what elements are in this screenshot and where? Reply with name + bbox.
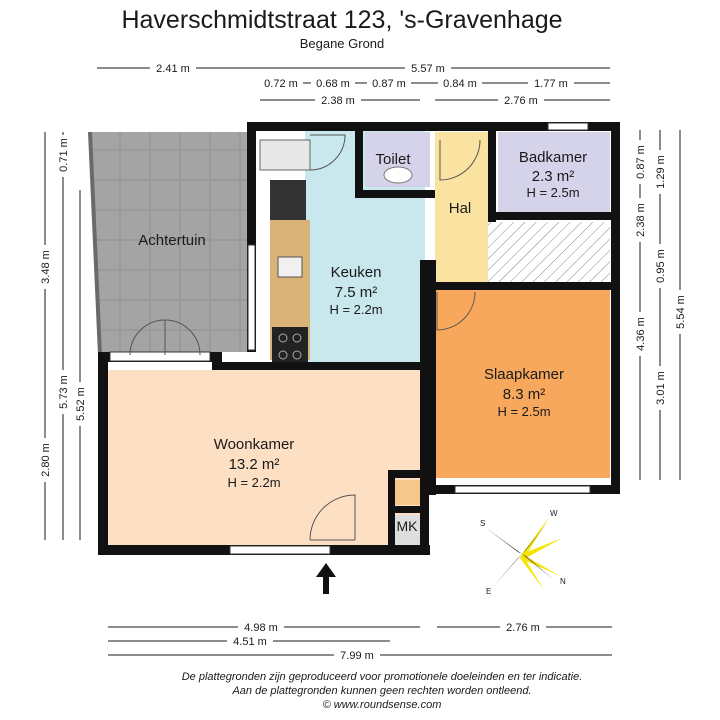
sink-icon [278, 257, 302, 277]
room-name-toilet: Toilet [375, 151, 411, 168]
dim-top-d: 0.84 m [443, 78, 477, 90]
meter-cupboard-fill [395, 480, 420, 505]
dim-left-e: 5.52 m [75, 387, 87, 421]
wall-left [98, 352, 108, 552]
room-area-woonkamer: 13.2 m² [228, 456, 280, 473]
dim-right-d: 0.95 m [655, 249, 667, 283]
room-height-woonkamer: H = 2.2m [227, 475, 281, 490]
wall-toilet-bottom [355, 190, 435, 198]
dim-right-f: 3.01 m [655, 371, 667, 405]
compass-icon [480, 509, 566, 596]
wall-bath-bottom [488, 212, 618, 220]
compass-e: E [486, 587, 492, 596]
dim-top-a: 0.72 m [264, 78, 298, 90]
wall-toilet-left [355, 122, 363, 197]
dim-top-b: 0.68 m [316, 78, 350, 90]
dim-bottom-a: 4.98 m [244, 622, 278, 634]
entrance-arrow-icon [316, 563, 336, 594]
dim-left-b: 3.48 m [40, 250, 52, 284]
dim-right-b: 1.29 m [655, 155, 667, 189]
window-slaapkamer [455, 486, 590, 493]
wall-slaap-left [428, 260, 436, 495]
wall-slaap-top [428, 282, 618, 290]
wall-mk-mid [388, 506, 428, 513]
compass-n: N [560, 577, 566, 586]
room-area-slaapkamer: 8.3 m² [502, 386, 546, 403]
washing-machine-area [260, 140, 310, 170]
wall-bath-left [488, 122, 496, 222]
room-name-hal: Hal [448, 200, 472, 217]
staircase [488, 222, 610, 282]
kitchen-unit [270, 180, 306, 220]
window-keuken [248, 245, 255, 350]
compass-w: W [550, 509, 558, 518]
plan-subtitle: Begane Grond [299, 36, 385, 51]
stove-icon [272, 327, 308, 367]
dim-top-garden: 2.41 m [156, 63, 190, 75]
dim-right-e: 4.36 m [635, 317, 647, 351]
dim-right-a: 0.87 m [635, 145, 647, 179]
room-name-keuken: Keuken [330, 264, 382, 281]
room-height-keuken: H = 2.2m [329, 302, 383, 317]
footer-disclaimer-1: De plattegronden zijn geproduceerd voor promotionele doeleinden en ter indicatie. [181, 671, 583, 683]
dim-top-c: 0.87 m [372, 78, 406, 90]
dim-right-g: 5.54 m [675, 295, 687, 329]
wall-right [611, 122, 620, 492]
dim-right-c: 2.38 m [635, 203, 647, 237]
window-badkamer [548, 123, 588, 130]
footer-credit: © www.roundsense.com [322, 699, 442, 711]
dim-bottom-d: 7.99 m [340, 650, 374, 662]
room-name-woonkamer: Woonkamer [213, 436, 295, 453]
room-name-mk: MK [396, 518, 418, 534]
plan-title: Haverschmidtstraat 123, 's-Gravenhage [121, 6, 563, 34]
dim-bottom-b: 2.76 m [506, 622, 540, 634]
wall-keuken-woon [212, 362, 422, 370]
toilet-bowl-icon [384, 167, 412, 183]
dim-top-f: 2.38 m [321, 95, 355, 107]
room-area-badkamer: 2.3 m² [531, 168, 575, 185]
compass-s: S [480, 519, 486, 528]
dim-top-g: 2.76 m [504, 95, 538, 107]
dim-top-e: 1.77 m [534, 78, 568, 90]
room-height-badkamer: H = 2.5m [526, 185, 580, 200]
dim-left-a: 0.71 m [58, 138, 70, 172]
window-woonkamer [230, 546, 330, 554]
room-name-badkamer: Badkamer [518, 149, 588, 166]
footer-disclaimer-2: Aan de plattegronden kunnen geen rechten worden ontleend. [232, 685, 532, 697]
room-name-slaapkamer: Slaapkamer [483, 366, 565, 383]
dim-left-d: 5.73 m [58, 375, 70, 409]
dim-top-total: 5.57 m [411, 63, 445, 75]
dim-left-c: 2.80 m [40, 443, 52, 477]
room-name-achtertuin: Achtertuin [138, 232, 206, 249]
garden-doors [110, 352, 210, 361]
room-area-keuken: 7.5 m² [334, 284, 378, 301]
dim-bottom-c: 4.51 m [233, 636, 267, 648]
slaapkamer-fill [436, 290, 610, 478]
room-height-slaapkamer: H = 2.5m [497, 404, 551, 419]
